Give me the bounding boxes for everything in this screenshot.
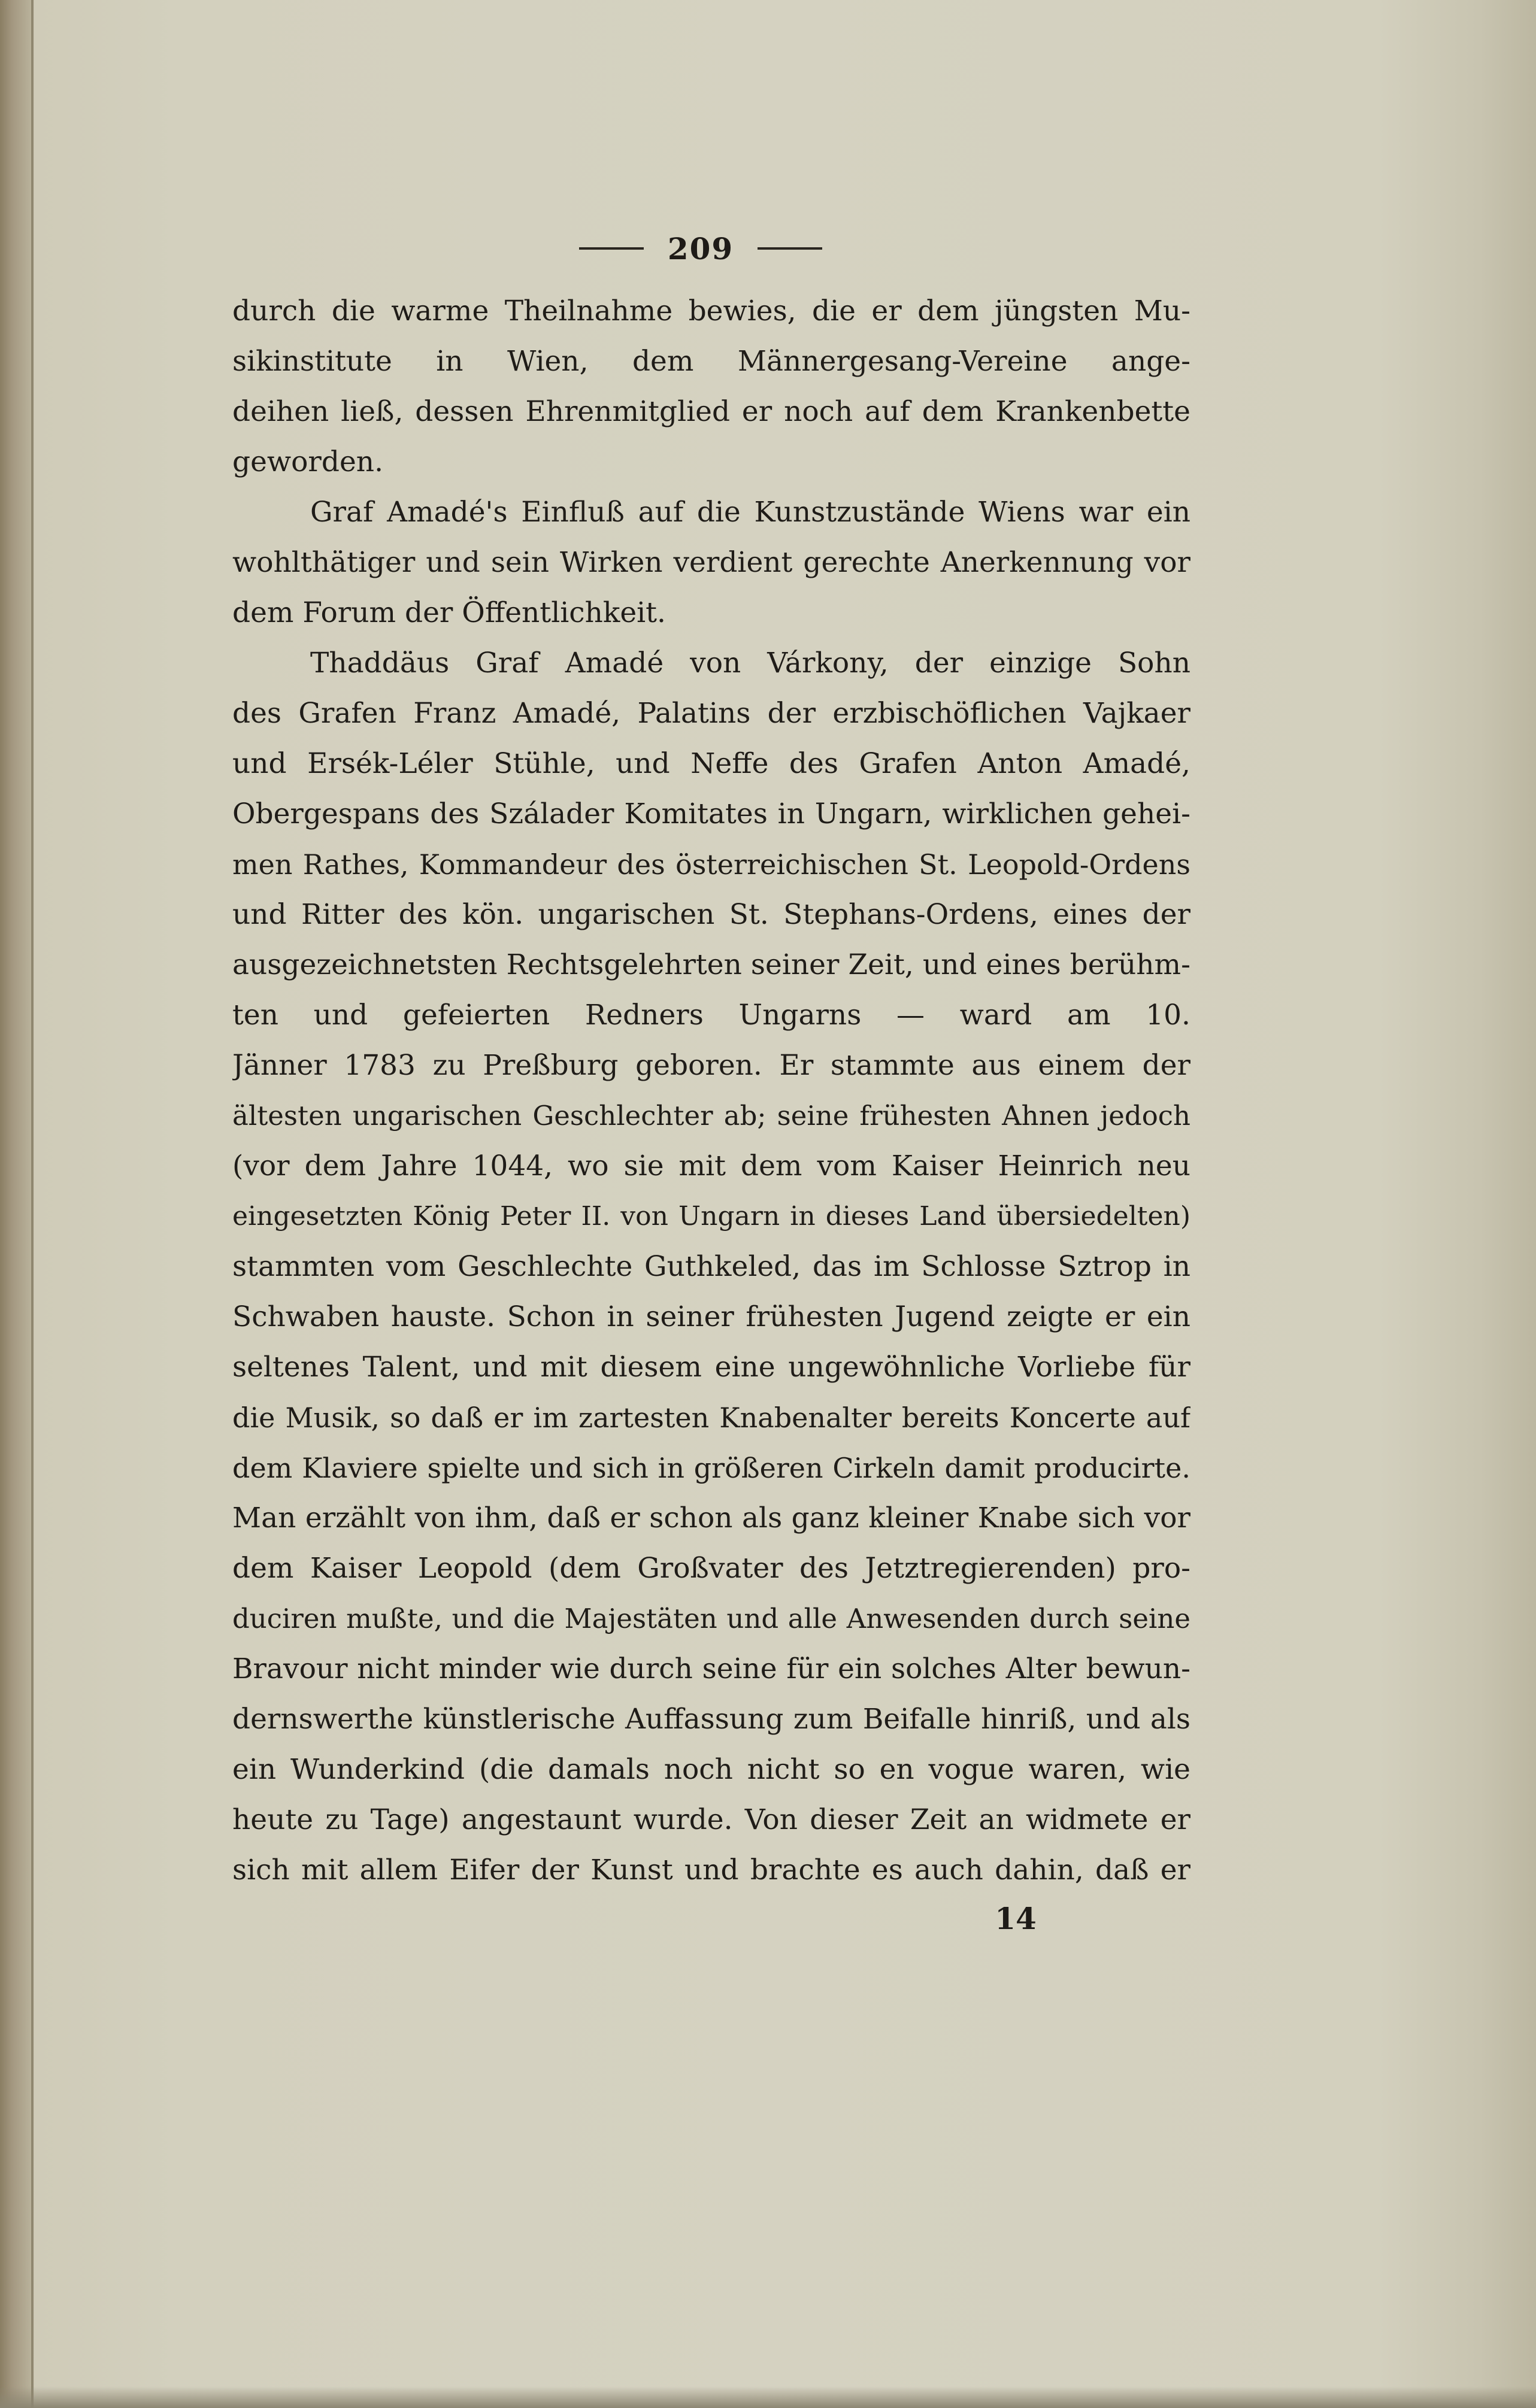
text-line: deihen ließ, dessen Ehrenmitglied er noch auf dem Krankenbette (232, 395, 1190, 428)
text-line: Graf Amadé's Einfluß auf die Kunstzustände Wiens war ein (310, 496, 1190, 529)
text-line: sikinstitute in Wien, dem Männergesang-Vereine ange- (232, 345, 1190, 378)
text-line: des Grafen Franz Amadé, Palatins der erzbischöflichen Vajkaer (232, 697, 1190, 730)
signature-mark: 14 (995, 1901, 1037, 1936)
text-line: dernswerthe künstlerische Auffassung zum Beifalle hinriß, und als (232, 1703, 1190, 1736)
text-line: geworden. (232, 445, 384, 478)
page-number: 209 (667, 231, 734, 266)
text-line: dem Klaviere spielte und sich in größeren Cirkeln damit producirte. (232, 1452, 1190, 1484)
body-text (232, 286, 1190, 1896)
text-line: men Rathes, Kommandeur des österreichischen St. Leopold-Ordens (232, 848, 1190, 881)
text-line: stammten vom Geschlechte Guthkeled, das im Schlosse Sztrop in (232, 1250, 1190, 1283)
text-line: eingesetzten König Peter II. von Ungarn in dieses Land übersiedelten) (232, 1201, 1190, 1232)
text-line: Man erzählt von ihm, daß er schon als ganz kleiner Knabe sich vor (232, 1502, 1190, 1534)
text-line: ausgezeichnetsten Rechtsgelehrten seiner Zeit, und eines berühm- (232, 948, 1190, 981)
text-line: dem Kaiser Leopold (dem Großvater des Jetztregierenden) pro- (232, 1552, 1190, 1585)
text-line: Schwaben hauste. Schon in seiner frühesten Jugend zeigte er ein (232, 1300, 1190, 1333)
text-line: und Ersék-Léler Stühle, und Neffe des Grafen Anton Amadé, (232, 747, 1190, 780)
text-line: wohlthätiger und sein Wirken verdient gerechte Anerkennung vor (232, 546, 1190, 579)
text-line: sich mit allem Eifer der Kunst und brachte es auch dahin, daß er (232, 1854, 1190, 1887)
text-line: durch die warme Theilnahme bewies, die er dem jüngsten Mu- (232, 295, 1190, 327)
page-bottom-edge (0, 2386, 1536, 2408)
text-line: seltenes Talent, und mit diesem eine ungewöhnliche Vorliebe für (232, 1351, 1190, 1384)
text-line: Bravour nicht minder wie durch seine für ein solches Alter bewun- (232, 1652, 1190, 1685)
text-line: ein Wunderkind (die damals noch nicht so en vogue waren, wie (232, 1753, 1190, 1786)
text-line: Thaddäus Graf Amadé von Várkony, der einzige Sohn (310, 647, 1190, 680)
header-dash-right (758, 247, 822, 250)
header-dash-left (579, 247, 644, 250)
text-line: heute zu Tage) angestaunt wurde. Von dieser Zeit an widmete er (232, 1803, 1190, 1836)
text-line: ältesten ungarischen Geschlechter ab; seine frühesten Ahnen jedoch (232, 1100, 1190, 1132)
text-line: (vor dem Jahre 1044, wo sie mit dem vom Kaiser Heinrich neu (232, 1150, 1190, 1182)
text-line: Obergespans des Szálader Komitates in Ungarn, wirklichen gehei- (232, 797, 1190, 830)
page-header (551, 222, 850, 275)
text-line: und Ritter des kön. ungarischen St. Stephans-Ordens, eines der (232, 898, 1190, 931)
book-binding-edge (0, 0, 31, 2408)
text-line: Jänner 1783 zu Preßburg geboren. Er stammte aus einem der (232, 1049, 1190, 1082)
text-line: die Musik, so daß er im zartesten Knabenalter bereits Koncerte auf (232, 1402, 1190, 1434)
binding-shadow-line (31, 0, 34, 2408)
text-line: ten und gefeierten Redners Ungarns — ward am 10. (232, 999, 1190, 1032)
text-line: duciren mußte, und die Majestäten und alle Anwesenden durch seine (232, 1603, 1190, 1634)
text-line: dem Forum der Öffentlichkeit. (232, 596, 666, 629)
